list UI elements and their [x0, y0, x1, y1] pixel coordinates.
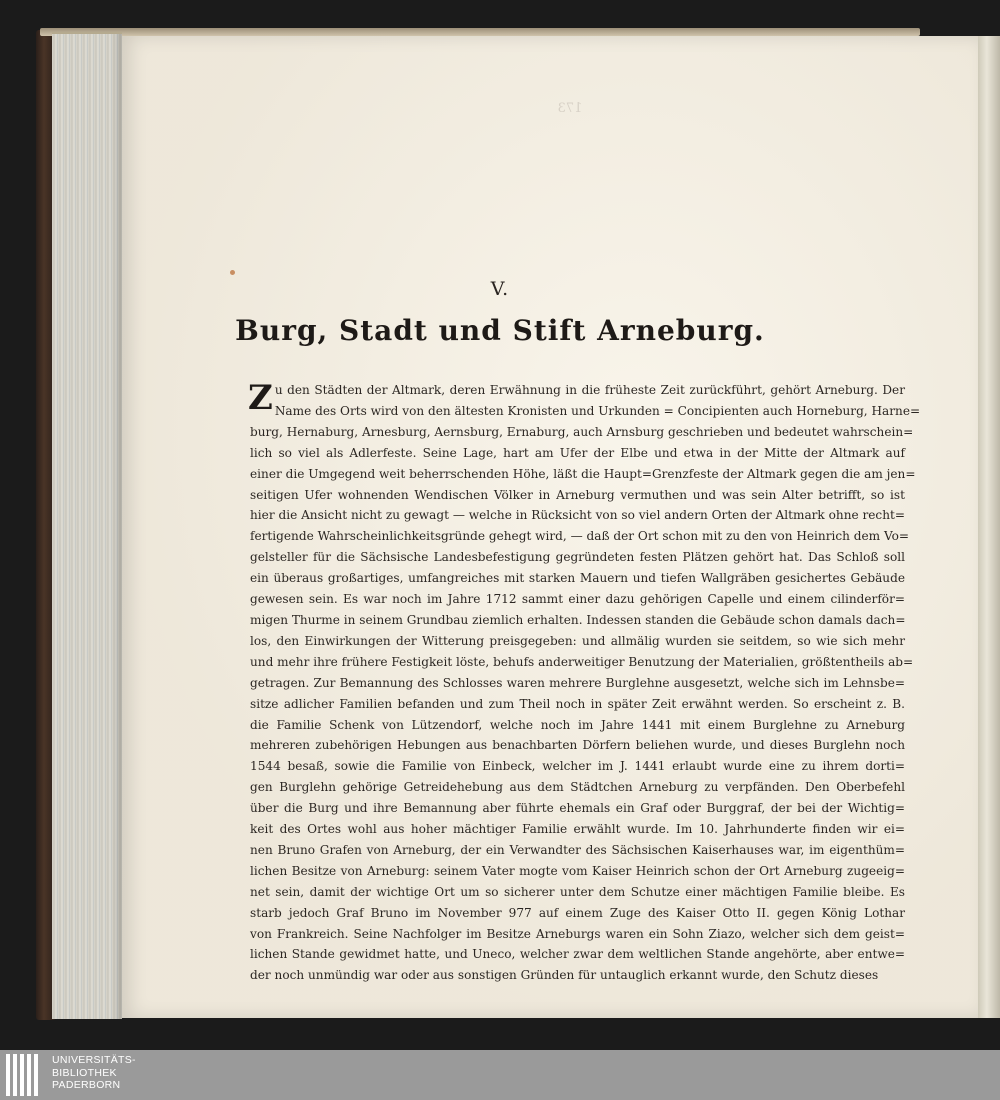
- text-line: Name des Orts wird von den ältesten Kronisten und Urkunden = Concipienten auch Horneburg, Harne=: [274, 403, 921, 418]
- text-line: sitze adlicher Familien befanden und zum Theil noch in später Zeit erwähnt werden. So erscheint z. B.: [250, 696, 905, 711]
- page-stack-edge: [52, 32, 122, 1019]
- text-line: u den Städten der Altmark, deren Erwähnung in die früheste Zeit zurückführt, gehört Arneburg. Der: [274, 383, 905, 397]
- text-line: nen Bruno Grafen von Arneburg, der ein Verwandter des Sächsischen Kaiserhauses war, im eigenthüm=: [250, 842, 905, 857]
- text-line: mehreren zubehörigen Hebungen aus benachbarten Dörfern beliehen wurde, und dieses Burglehn noch: [250, 738, 905, 753]
- bleed-through-text: [230, 100, 910, 260]
- text-line: net sein, damit der wichtige Ort um so sicherer unter dem Schutze einer mächtigen Familie bleibe. Es: [250, 884, 905, 899]
- logo-line-1: UNIVERSITÄTS-: [52, 1054, 136, 1066]
- bleed-page-number: 173: [557, 101, 583, 116]
- book-right-edge: [978, 36, 1000, 1018]
- logo-line-3: PADERBORN: [52, 1079, 121, 1091]
- book-top-edge: [40, 28, 920, 36]
- text-line: getragen. Zur Bemannung des Schlosses waren mehrere Burglehne ausgesetzt, welche sich im Lehnsbe=: [250, 675, 905, 690]
- text-line: lichen Stande gewidmet hatte, und Uneco, welcher zwar dem weltlichen Stande angehörte, aber entwe=: [250, 947, 905, 962]
- text-line: gelsteller für die Sächsische Landesbefestigung gegründeten festen Plätzen gehört hat. Das Schloß soll: [250, 550, 905, 565]
- text-line: 1544 besaß, sowie die Familie von Einbeck, welcher im J. 1441 erlaubt wurde eine zu ihrem dorti=: [250, 759, 905, 774]
- paper-stain: [230, 270, 235, 275]
- library-footer: [0, 1050, 1000, 1100]
- chapter-number: V.: [490, 278, 510, 300]
- text-line: und mehr ihre frühere Festigkeit löste, behufs anderweitiger Benutzung der Materialien, größtentheils ab=: [250, 654, 914, 669]
- text-line: gen Burglehn gehörige Getreidehebung aus dem Städtchen Arneburg zu verpfänden. Den Oberbefehl: [250, 780, 905, 795]
- text-line: los, den Einwirkungen der Witterung preisgegeben: und allmälig wurden sie seitdem, so wie sich mehr: [250, 633, 905, 648]
- text-line: seitigen Ufer wohnenden Wendischen Völker in Arneburg vermuthen und was sein Alter betrifft, so ist: [250, 487, 905, 502]
- text-line: über die Burg und ihre Bemannung aber führte ehemals ein Graf oder Burggraf, der bei der Wichtig=: [250, 801, 905, 816]
- chapter-title: Burg, Stadt und Stift Arneburg.: [235, 314, 765, 347]
- text-line: fertigende Wahrscheinlichkeitsgründe gehegt wird, — daß der Ort schon mit zu den von Heinrich dem Vo=: [250, 529, 910, 544]
- body-text: [248, 378, 921, 986]
- text-line: keit des Ortes wohl aus hoher mächtiger Familie erwählt wurde. Im 10. Jahrhunderte finden wir ei=: [250, 822, 905, 837]
- drop-cap: Z: [248, 378, 273, 418]
- text-line: einer die Umgegend weit beherrschenden Höhe, läßt die Haupt=Grenzfeste der Altmark gegen die am jen=: [250, 466, 916, 481]
- text-line: starb jedoch Graf Bruno im November 977 auf einem Zuge des Kaiser Otto II. gegen König Lothar: [250, 905, 905, 920]
- library-logo-text: [52, 1054, 136, 1092]
- logo-line-2: BIBLIOTHEK: [52, 1066, 117, 1079]
- text-line: von Frankreich. Seine Nachfolger im Besitze Arneburgs waren ein Sohn Ziazo, welcher sich dem geist=: [250, 926, 905, 941]
- text-line: der noch unmündig war oder aus sonstigen Gründen für untauglich erkannt wurde, den Schutz dieses: [250, 968, 879, 983]
- text-line: hier die Ansicht nicht zu gewagt — welche in Rücksicht von so viel andern Orten der Altmark ohne recht=: [250, 508, 905, 523]
- text-line: burg, Hernaburg, Arnesburg, Aernsburg, Ernaburg, auch Arnsburg geschrieben und bedeutet wahrschein=: [250, 424, 914, 439]
- text-line: lichen Besitze von Arneburg: seinem Vater mogte vom Kaiser Heinrich schon der Ort Arneburg zugeeig=: [250, 863, 905, 878]
- text-line: ein überaus großartiges, umfangreiches mit starken Mauern und tiefen Wallgräben gesichertes Gebäude: [250, 571, 905, 586]
- text-line: die Familie Schenk von Lützendorf, welche noch im Jahre 1441 mit einem Burglehne zu Arneburg: [250, 717, 905, 732]
- library-logo-icon: [6, 1054, 44, 1096]
- text-line: lich so viel als Adlerfeste. Seine Lage, hart am Ufer der Elbe und etwa in der Mitte der Altmark auf: [250, 445, 905, 460]
- text-line: migen Thurme in seinem Grundbau ziemlich erhalten. Indessen standen die Gebäude schon damals dach=: [250, 612, 906, 627]
- text-line: gewesen sein. Es war noch im Jahre 1712 sammt einer dazu gehörigen Capelle und einem cilinderför=: [250, 592, 905, 607]
